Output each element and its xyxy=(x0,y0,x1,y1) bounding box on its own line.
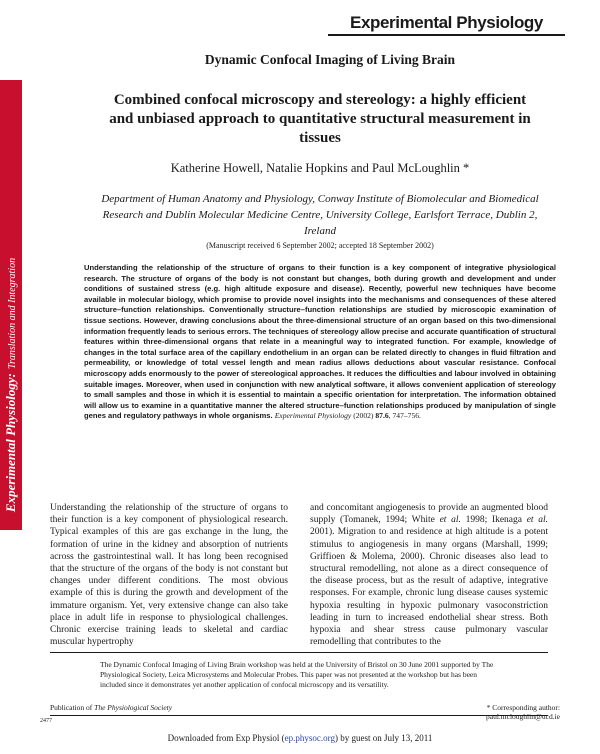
et-al-2: et al. xyxy=(526,515,549,526)
footnote-divider xyxy=(50,652,548,653)
body-right-text-2: 1998; Ikenaga xyxy=(460,515,527,526)
workshop-footnote: The Dynamic Confocal Imaging of Living Brain workshop was held at the University of Bristol on 30 June 2001 supported by The Physiological Society, Leica Microsystems and Molecular Probes. This paper was not presented at the workshop but has been included since it demonstrates yet another application of confocal microscopy and its versatility. xyxy=(100,660,494,690)
body-right-text-1: and concomitant angiogenesis to provide an augmented blood supply (Tomanek, 1994; White xyxy=(310,503,548,526)
body-right-text-3: 2001). Migration to and residence at high altitude is a potent stimulus to angiogenesis in many organs (Marshall, 1999; Griffioen & Molema, 2000). Chronic diseases also lead to structural remodelling, not alone as a direct consequence of the disease process, but as the result of adaptive, integrative responses. For example, chronic lung disease causes systemic hypoxia resulting in hypoxic pulmonary vasoconstriction leading in turn to increased endothelial shear stress. Both hypoxia and shear stress cause pulmonary vascular remodelling that contributes to the xyxy=(310,527,548,648)
journal-header: Experimental Physiology xyxy=(328,12,565,36)
publication-prefix: Publication of xyxy=(50,703,95,712)
page-number: 2477 xyxy=(40,718,52,724)
citation-volume: 87.6 xyxy=(375,411,389,421)
citation-journal: Experimental Physiology xyxy=(274,411,352,421)
body-column-right xyxy=(310,502,548,648)
download-prefix: Downloaded from Exp Physiol ( xyxy=(167,733,285,743)
publication-line xyxy=(50,703,300,712)
body-column-left: Understanding the relationship of the structure of organs to their function is a key component of physiological research. Typical examples of this are gas exchange in the lung, the formation of urine in the kidney and absorption of nutrients across the gastrointestinal wall. It has long been recognised that the structure of the organs of the body is not constant but changes under different conditions. The most obvious example of this is during the growth and development of the immature organism. Yet, very extensive change can also take place in adult life in response to physiological challenges. Chronic exercise training leads to skeletal and cardiac muscular hypertrophy xyxy=(50,503,288,648)
download-suffix: ) by guest on July 13, 2011 xyxy=(334,733,433,743)
manuscript-dates: (Manuscript received 6 September 2002; accepted 18 September 2002) xyxy=(206,241,434,250)
abstract-citation xyxy=(275,411,421,420)
download-notice xyxy=(120,733,480,743)
sidebar-journal-label xyxy=(3,258,19,512)
author-list: Katherine Howell, Natalie Hopkins and Paul McLoughlin * xyxy=(170,161,470,175)
publication-society: The Physiological Society xyxy=(94,703,173,712)
workshop-title: Dynamic Confocal Imaging of Living Brain xyxy=(204,52,456,67)
corresponding-author: * Corresponding author: paul.mcloughlin@ucd.ie xyxy=(486,703,560,721)
article-title: Combined confocal microscopy and stereology: a highly efficient and unbiased approach to quantitative structural measurement in tissues xyxy=(109,92,531,146)
sidebar-colon: : xyxy=(3,373,18,378)
sidebar-journal-name: Experimental Physiology xyxy=(3,377,18,513)
journal-site-link[interactable]: ep.physoc.org xyxy=(284,733,335,743)
citation-year: (2002) xyxy=(353,411,374,421)
citation-pages: , 747–756. xyxy=(388,411,421,421)
affiliation: Department of Human Anatomy and Physiology, Conway Institute of Biomolecular and Biomedical Research and Dublin Molecular Medicine Centre, University College, Earlsfort Terrace, Dublin 2, Ireland xyxy=(101,193,539,237)
footer-divider xyxy=(50,715,548,716)
abstract-text: Understanding the relationship of the structure of organs to their function is a key component of integrative physiological research. The structure of organs of the body is not constant but changes, both during growth and development and under conditions of sustained stress (e.g. high altitude exposure and disease). Recently, powerful new techniques have become available in molecular biology, which promise to provide novel insights into the mechanisms and consequences of these altered structure–function relationships. Conventionally structure–function relationships are studied by microscopic examination of tissue sections. However, drawing conclusions about the three-dimensional structure of an organ based on this two-dimensional information frequently leads to serious errors. The techniques of stereology allow precise and accurate quantification of structural features within three-dimensional organs that relate in a meaningful way to integrated function. For example, knowledge of changes in the total surface area of the capillary endothelium in an organ can be related directly to changes in fluid filtration and permeability, or knowledge of total vessel length and mean radius allows deductions about vascular resistance. Confocal microscopy adds enormously to the power of stereological approaches. It reduces the difficulties and labour involved in obtaining suitable images. Moreover, when used in conjunction with new analytical software, it allows convenient application of stereology to small samples and those in which it is essential to maintain a specific orientation for interpretation. The information obtained will allow us to examine in a quantitative manner the altered structure–function relationships produced by manipulation of single genes and regulatory pathways in whole organisms. xyxy=(84,263,556,421)
journal-sidebar xyxy=(0,80,22,530)
abstract xyxy=(84,263,556,422)
sidebar-subtitle: Translation and Integration xyxy=(7,257,18,370)
et-al-1: et al. xyxy=(439,515,461,526)
